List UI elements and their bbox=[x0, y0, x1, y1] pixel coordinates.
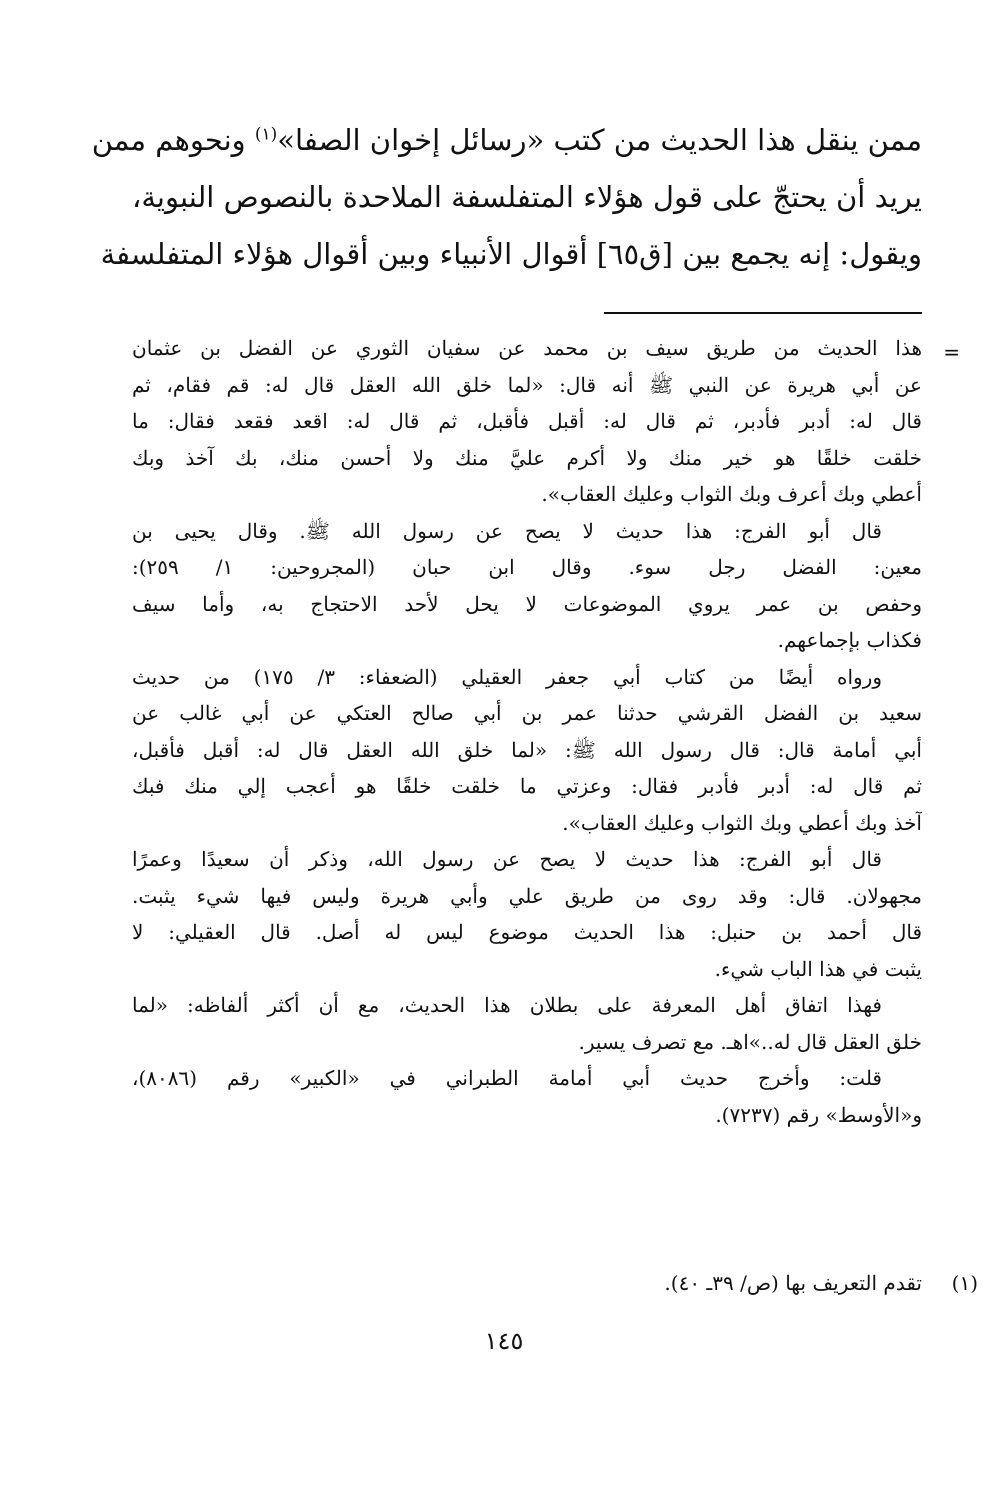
footnote-line: قال أحمد بن حنبل: هذا الحديث موضوع ليس له أصل. قال العقيلي: لا bbox=[132, 920, 922, 944]
footnote-line: يثبت في هذا الباب شيء. bbox=[714, 956, 922, 981]
footnote-line: قال له: أدبر فأدبر، ثم قال له: أقبل فأقبل، ثم قال له: اقعد فقعد فقال: ما bbox=[132, 409, 922, 433]
footnote-line: ثم قال له: أدبر فأدبر فقال: وعزتي ما خلقت خلقًا هو أعجب إلي منك فبك bbox=[132, 774, 922, 798]
footnote-line: معين: الفضل رجل سوء. وقال ابن حبان (المجروحين: ١/ ٢٥٩): bbox=[132, 555, 922, 579]
footnote-continuation-mark: = bbox=[943, 340, 960, 364]
footnote-text: تقدم التعريف بها (ص/ ٣٩ـ ٤٠). bbox=[664, 1271, 922, 1295]
footnote-separator bbox=[604, 312, 922, 314]
footnote-line: ورواه أيضًا من كتاب أبي جعفر العقيلي (الضعفاء: ٣/ ١٧٥) من حديث bbox=[132, 664, 882, 689]
footnote-line: و«الأوسط» رقم (٧٢٣٧). bbox=[715, 1102, 922, 1127]
footnote-line: قلت: وأخرج حديث أبي أمامة الطبراني في «الكبير» رقم (٨٠٨٦)، bbox=[132, 1066, 882, 1090]
footnote-line: هذا الحديث من طريق سيف بن محمد عن سفيان الثوري عن الفضل بن عثمان bbox=[132, 336, 922, 360]
numbered-footnote bbox=[132, 1265, 978, 1301]
main-text-line: ويقول: إنه يجمع بين [ق٦٥] أقوال الأنبياء وبين أقوال هؤلاء المتفلسفة bbox=[100, 237, 922, 271]
footnote-line: وحفص بن عمر يروي الموضوعات لا يحل لأحد الاحتجاج به، وأما سيف bbox=[132, 591, 922, 616]
footnote-number: (١) bbox=[951, 1271, 978, 1295]
main-text-line: يريد أن يحتجّ على قول هؤلاء المتفلسفة الملاحدة بالنصوص النبوية، bbox=[132, 180, 922, 214]
footnote-line: فهذا اتفاق أهل المعرفة على بطلان هذا الحديث، مع أن أكثر ألفاظه: «لما bbox=[132, 993, 882, 1017]
page-number: ١٤٥ bbox=[484, 1327, 524, 1355]
footnotes-block bbox=[132, 330, 922, 1133]
footnote-line: فكذاب بإجماعهم. bbox=[777, 628, 922, 652]
footnote-line: قال أبو الفرج: هذا حديث لا يصح عن رسول الله، وذكر أن سعيدًا وعمرًا bbox=[132, 847, 882, 871]
main-text-line bbox=[91, 112, 922, 169]
main-text-body bbox=[91, 112, 922, 283]
footnote-line: خلقت خلقًا هو خير منك ولا أكرم عليَّ منك ولا أحسن منك، بك آخذ وبك bbox=[132, 445, 922, 470]
footnote-line: مجهولان. قال: وقد روى من طريق علي وأبي هريرة وليس فيها شيء يثبت. bbox=[132, 883, 922, 908]
footnote-reference-mark[interactable]: (١) bbox=[254, 124, 278, 145]
footnote-line: خلق العقل قال له..»اهـ. مع تصرف يسير. bbox=[578, 1029, 922, 1054]
main-text-line-start: ممن ينقل هذا الحديث من كتب «رسائل إخوان الصفا» bbox=[277, 123, 922, 157]
footnote-line: أعطي وبك أعرف وبك الثواب وعليك العقاب». bbox=[541, 482, 922, 506]
footnote-line: آخذ وبك أعطي وبك الثواب وعليك العقاب». bbox=[562, 810, 922, 835]
footnote-line: أبي أمامة قال: قال رسول الله ﷺ: «لما خلق الله العقل قال له: أقبل فأقبل، bbox=[132, 737, 922, 762]
footnote-line: عن أبي هريرة عن النبي ﷺ أنه قال: «لما خلق الله العقل قال له: قم فقام، ثم bbox=[132, 372, 922, 397]
footnote-line: سعيد بن الفضل القرشي حدثنا عمر بن أبي صالح العتكي عن أبي غالب عن bbox=[132, 701, 922, 725]
main-text-line-end: ونحوهم ممن bbox=[91, 123, 255, 157]
footnote-line: قال أبو الفرج: هذا حديث لا يصح عن رسول الله ﷺ. وقال يحيى بن bbox=[132, 518, 882, 543]
